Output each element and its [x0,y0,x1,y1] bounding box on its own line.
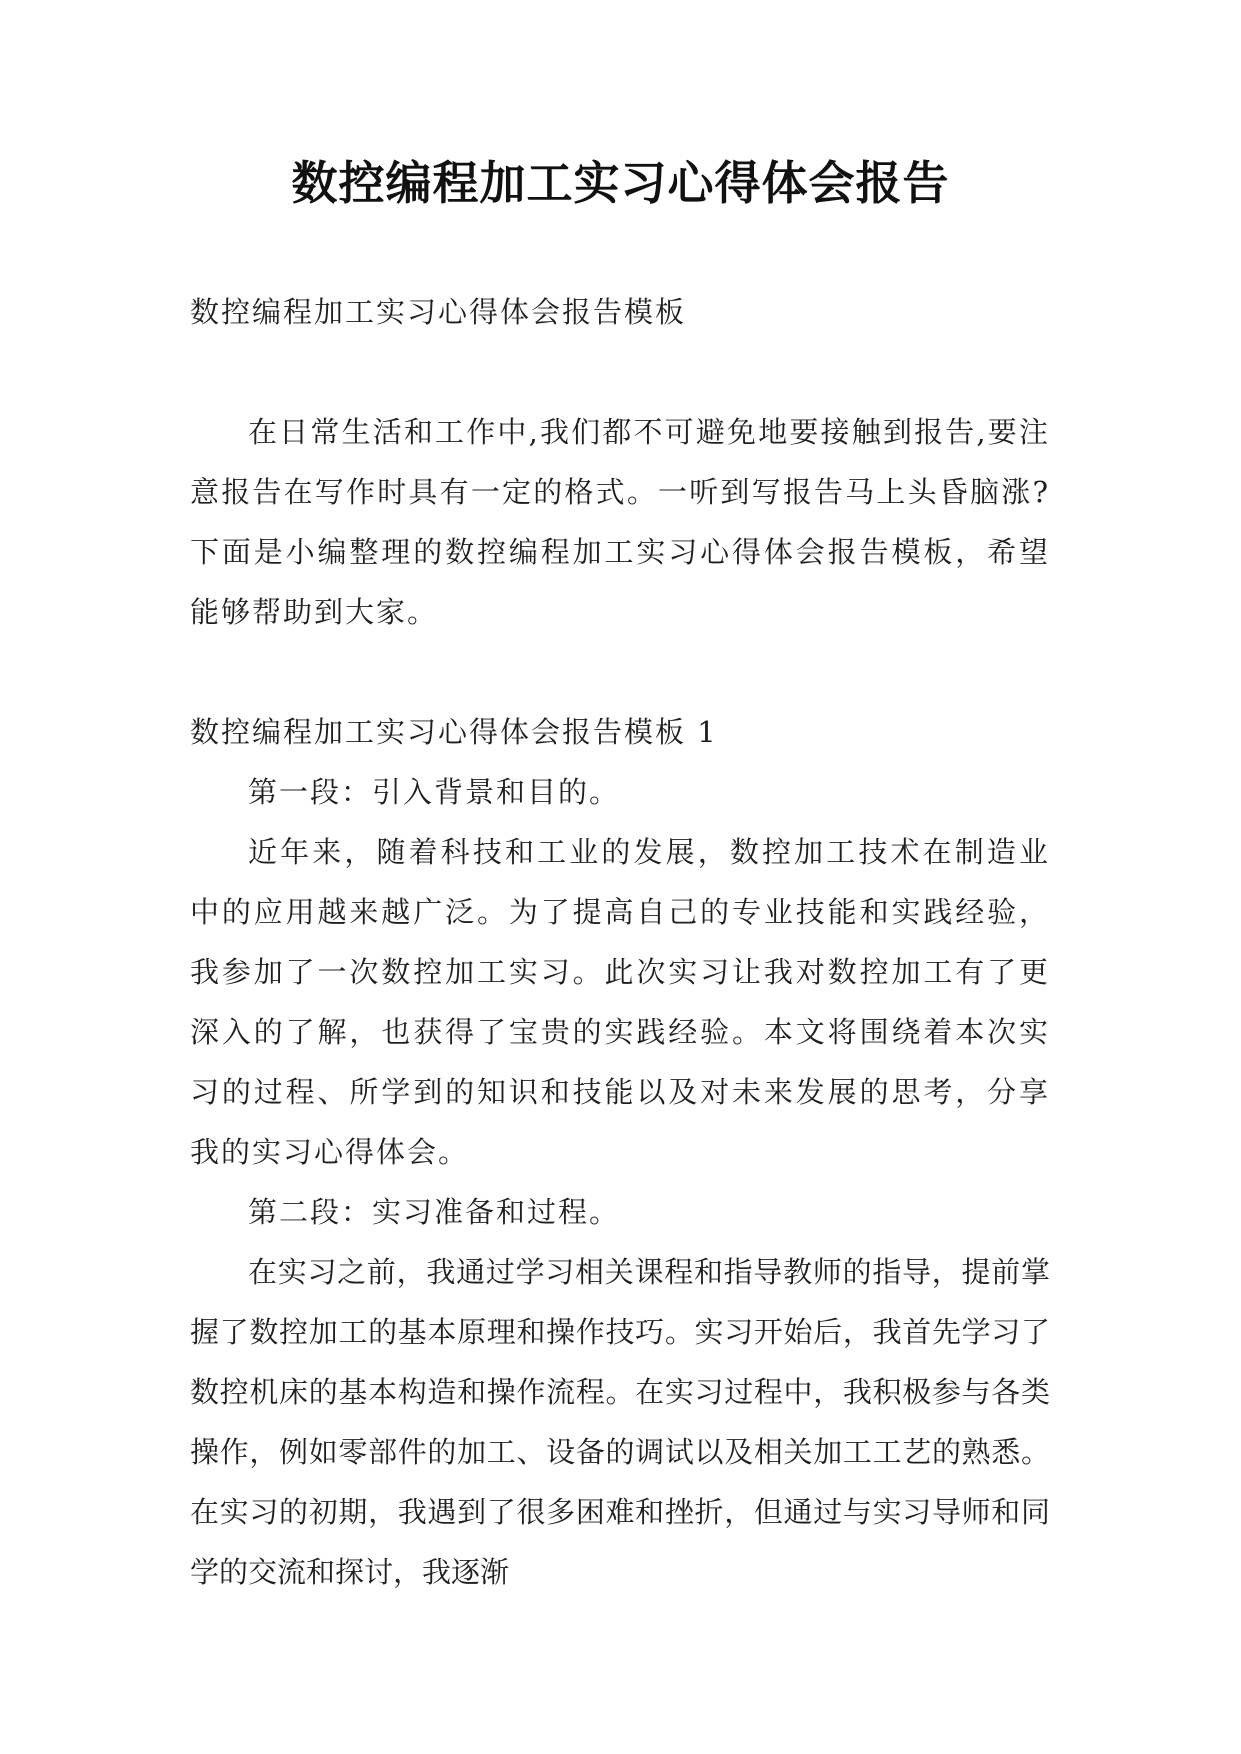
intro-paragraph: 在日常生活和工作中,我们都不可避免地要接触到报告,要注意报告在写作时具有一定的格式。一听到写报告马上头昏脑涨?下面是小编整理的数控编程加工实习心得体会报告模板，希望能够帮助到大家。 [190,415,1050,629]
paragraph-heading-1: 第一段：引入背景和目的。 [248,775,621,809]
body-paragraph-2: 在实习之前，我通过学习相关课程和指导教师的指导，提前掌握了数控加工的基本原理和操作技巧。实习开始后，我首先学习了数控机床的基本构造和操作流程。在实习过程中，我积极参与各类操作，例如零部件的加工、设备的调试以及相关加工工艺的熟悉。在实习的初期，我遇到了很多困难和挫折，但通过与实习导师和同学的交流和探讨，我逐渐 [190,1255,1050,1589]
document-body [190,282,1050,1602]
body-paragraph-1: 近年来，随着科技和工业的发展，数控加工技术在制造业中的应用越来越广泛。为了提高自己的专业技能和实践经验，我参加了一次数控加工实习。此次实习让我对数控加工有了更深入的了解，也获得了宝贵的实践经验。本文将围绕着本次实习的过程、所学到的知识和技能以及对未来发展的思考，分享我的实习心得体会。 [190,835,1050,1169]
paragraph-heading-2: 第二段：实习准备和过程。 [248,1195,621,1229]
section-title: 数控编程加工实习心得体会报告模板 1 [190,715,718,749]
document-subtitle: 数控编程加工实习心得体会报告模板 [190,295,687,329]
document-title: 数控编程加工实习心得体会报告 [291,156,950,210]
